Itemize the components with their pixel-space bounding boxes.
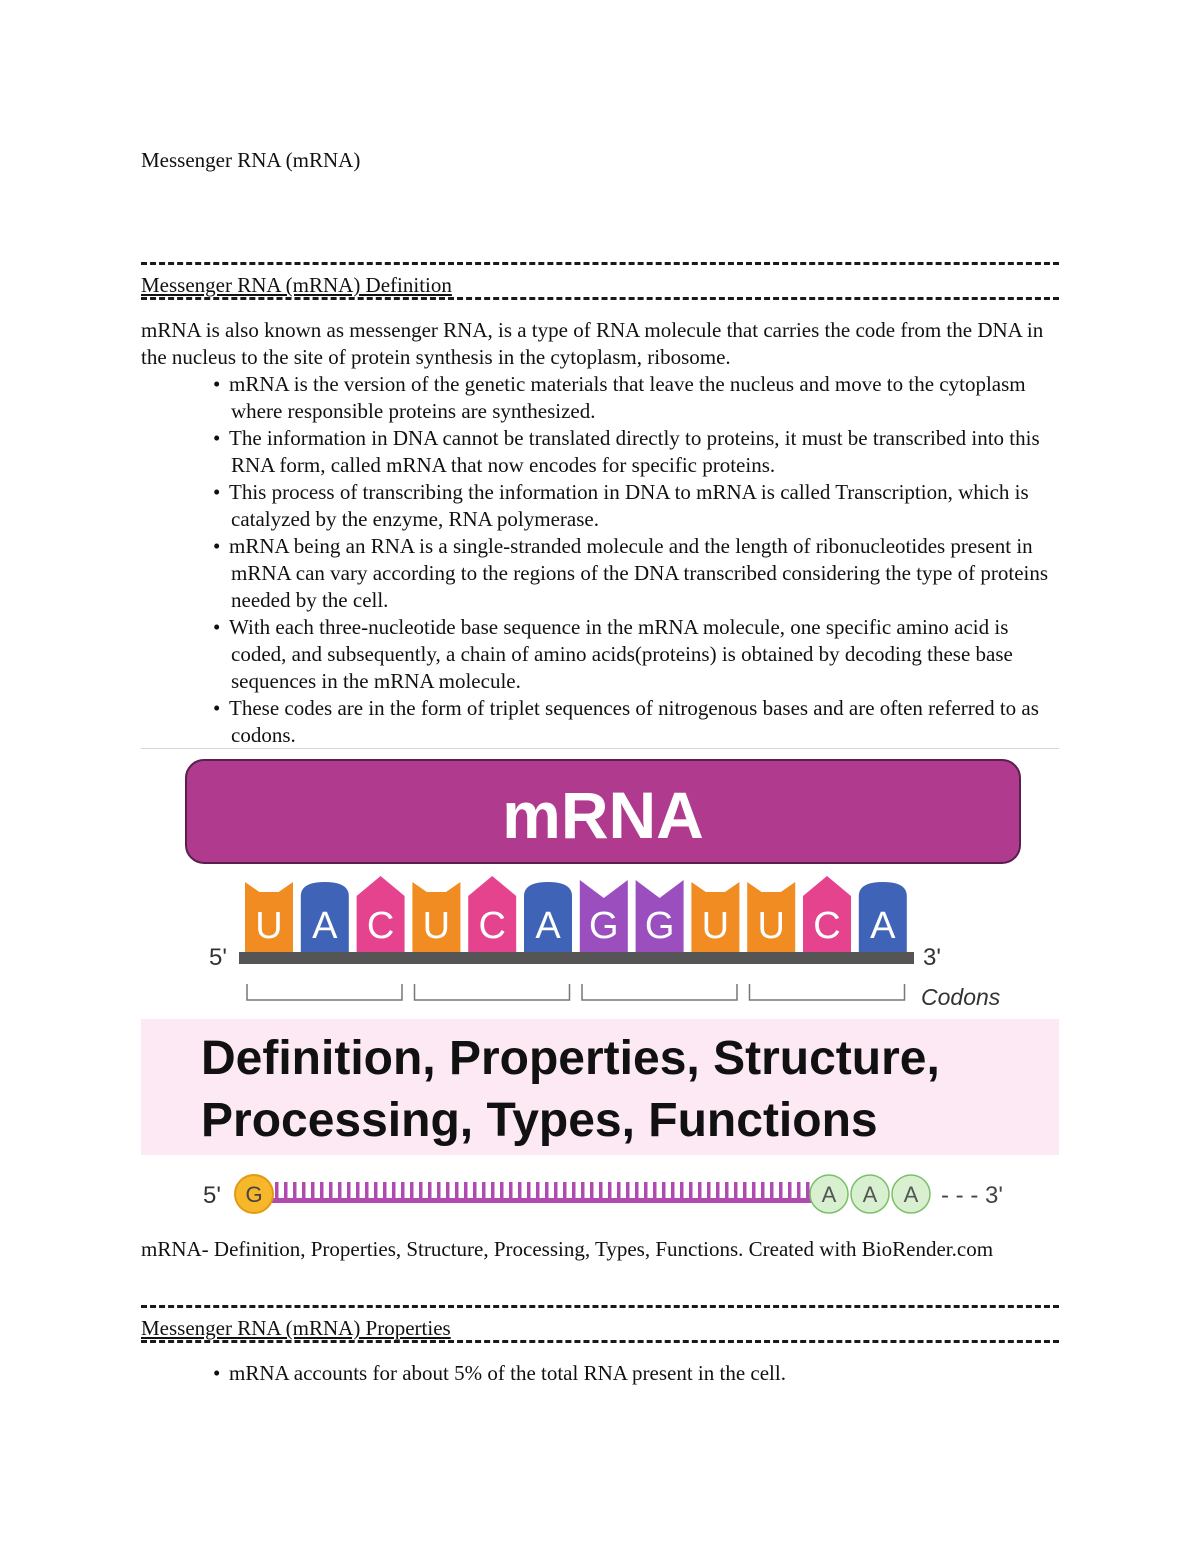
comb-tooth bbox=[743, 1182, 747, 1199]
comb-tooth bbox=[338, 1182, 342, 1199]
comb-tooth bbox=[293, 1182, 297, 1199]
codon-bracket bbox=[750, 984, 905, 1000]
comb-tooth bbox=[446, 1182, 450, 1199]
comb-tooth bbox=[608, 1182, 612, 1199]
base-letter: C bbox=[366, 905, 395, 947]
comb-tooth bbox=[671, 1182, 675, 1199]
five-prime-label: 5' bbox=[209, 944, 227, 971]
comb-tooth bbox=[464, 1182, 468, 1199]
tail-letter: A bbox=[821, 1182, 837, 1207]
comb-tooth bbox=[374, 1182, 378, 1199]
figure-top-line bbox=[141, 748, 1059, 749]
comb-tooth bbox=[473, 1182, 477, 1199]
comb-tooth bbox=[365, 1182, 369, 1199]
tail-letter: A bbox=[862, 1182, 878, 1207]
comb-tooth bbox=[347, 1182, 351, 1199]
comb-tooth bbox=[707, 1182, 711, 1199]
comb-tooth bbox=[725, 1182, 729, 1199]
section-divider bbox=[141, 297, 1059, 300]
comb-tooth bbox=[590, 1182, 594, 1199]
comb-tooth bbox=[644, 1182, 648, 1199]
base-letter: A bbox=[870, 905, 896, 947]
five-prime-label-bottom: 5' bbox=[203, 1182, 221, 1209]
comb-tooth bbox=[509, 1182, 513, 1199]
comb-tooth bbox=[329, 1182, 333, 1199]
list-item: • mRNA accounts for about 5% of the total RNA present in the cell. bbox=[195, 1360, 1059, 1387]
comb-tooth bbox=[626, 1182, 630, 1199]
three-prime-label: 3' bbox=[923, 944, 941, 971]
section-divider bbox=[141, 262, 1059, 265]
comb-tooth bbox=[428, 1182, 432, 1199]
comb-tooth bbox=[545, 1182, 549, 1199]
list-item: • With each three-nucleotide base sequence in the mRNA molecule, one specific amino acid is coded, and subsequently, a chain of amino acids(proteins) is obtained by decoding these base sequences in the mRNA molecule. bbox=[195, 614, 1059, 695]
banner-title: mRNA bbox=[502, 778, 704, 852]
comb-tooth bbox=[437, 1182, 441, 1199]
base-letter: A bbox=[312, 905, 338, 947]
tail-end-label: - - - 3' bbox=[941, 1182, 1003, 1209]
cap-label: G bbox=[245, 1182, 263, 1207]
comb-tooth bbox=[419, 1182, 423, 1199]
base-letter: U bbox=[701, 905, 730, 947]
section-divider bbox=[141, 1305, 1059, 1308]
comb-tooth bbox=[482, 1182, 486, 1199]
list-item: • mRNA being an RNA is a single-stranded molecule and the length of ribonucleotides present in mRNA can vary according to the regions of the DNA transcribed considering the type of proteins needed by the cell. bbox=[195, 533, 1059, 614]
comb-tooth bbox=[680, 1182, 684, 1199]
comb-tooth bbox=[392, 1182, 396, 1199]
list-item: • mRNA is the version of the genetic materials that leave the nucleus and move to the cytoplasm where responsible proteins are synthesized. bbox=[195, 371, 1059, 425]
codons-label: Codons bbox=[921, 984, 1001, 1010]
list-item: • This process of transcribing the information in DNA to mRNA is called Transcription, which is catalyzed by the enzyme, RNA polymerase. bbox=[195, 479, 1059, 533]
nucleotide-bases bbox=[245, 876, 907, 952]
comb-tooth bbox=[662, 1182, 666, 1199]
comb-tooth bbox=[410, 1182, 414, 1199]
section-divider bbox=[141, 1340, 1059, 1343]
base-letter: G bbox=[644, 905, 675, 947]
codon-bracket bbox=[247, 984, 402, 1000]
comb-tooth bbox=[302, 1182, 306, 1199]
properties-heading: Messenger RNA (mRNA) Properties bbox=[141, 1316, 451, 1340]
comb-tooth bbox=[536, 1182, 540, 1199]
tail-letter: A bbox=[903, 1182, 919, 1207]
comb-tooth bbox=[527, 1182, 531, 1199]
rna-strand bbox=[239, 952, 914, 964]
base-letter: A bbox=[535, 905, 561, 947]
definition-intro: mRNA is also known as messenger RNA, is a type of RNA molecule that carries the code from the DNA in the nucleus to the site of protein synthesis in the cytoplasm, ribosome. bbox=[141, 318, 1044, 369]
comb-tooth bbox=[284, 1182, 288, 1199]
comb-tooth bbox=[734, 1182, 738, 1199]
base-letter: G bbox=[589, 905, 619, 947]
figure-caption: mRNA- Definition, Properties, Structure, Processing, Types, Functions. Created with BioRender.com bbox=[141, 1237, 994, 1261]
comb-tooth bbox=[500, 1182, 504, 1199]
comb-tooth bbox=[806, 1182, 810, 1199]
definition-bullet-list bbox=[195, 371, 1059, 749]
comb-tooth bbox=[761, 1182, 765, 1199]
comb-tooth bbox=[599, 1182, 603, 1199]
codon-bracket bbox=[415, 984, 570, 1000]
subtitle-line-1: Definition, Properties, Structure, bbox=[201, 1032, 940, 1085]
comb-tooth bbox=[455, 1182, 459, 1199]
comb-tooth bbox=[518, 1182, 522, 1199]
document-title: Messenger RNA (mRNA) bbox=[141, 148, 361, 172]
base-letter: C bbox=[813, 905, 841, 947]
comb-tooth bbox=[788, 1182, 792, 1199]
comb-tooth bbox=[320, 1182, 324, 1199]
codon-brackets bbox=[247, 984, 905, 1000]
definition-heading: Messenger RNA (mRNA) Definition bbox=[141, 273, 452, 297]
base-letter: U bbox=[422, 905, 451, 947]
base-letter: C bbox=[478, 905, 506, 947]
comb-tooth bbox=[770, 1182, 774, 1199]
codon-bracket bbox=[582, 984, 737, 1000]
comb-tooth bbox=[383, 1182, 387, 1199]
base-letter: U bbox=[255, 905, 283, 947]
comb-tooth bbox=[356, 1182, 360, 1199]
comb-tooth bbox=[311, 1182, 315, 1199]
comb-tooth bbox=[563, 1182, 567, 1199]
properties-bullet-list bbox=[195, 1360, 1059, 1387]
comb-tooth bbox=[635, 1182, 639, 1199]
comb-tooth bbox=[554, 1182, 558, 1199]
list-item: • These codes are in the form of triplet sequences of nitrogenous bases and are often referred to as codons. bbox=[195, 695, 1059, 749]
poly-strand-comb bbox=[271, 1182, 816, 1203]
comb-tooth bbox=[617, 1182, 621, 1199]
subtitle-line-2: Processing, Types, Functions bbox=[201, 1094, 878, 1147]
comb-tooth bbox=[572, 1182, 576, 1199]
comb-tooth bbox=[401, 1182, 405, 1199]
comb-tooth bbox=[716, 1182, 720, 1199]
comb-tooth bbox=[275, 1182, 279, 1199]
comb-tooth bbox=[689, 1182, 693, 1199]
comb-tooth bbox=[491, 1182, 495, 1199]
comb-tooth bbox=[698, 1182, 702, 1199]
comb-tooth bbox=[779, 1182, 783, 1199]
base-letter: U bbox=[757, 905, 785, 947]
comb-tooth bbox=[653, 1182, 657, 1199]
mrna-figure bbox=[141, 752, 1059, 1222]
poly-a-tail bbox=[810, 1175, 930, 1213]
comb-tooth bbox=[581, 1182, 585, 1199]
comb-tooth bbox=[797, 1182, 801, 1199]
comb-tooth bbox=[752, 1182, 756, 1199]
list-item: • The information in DNA cannot be translated directly to proteins, it must be transcribed into this RNA form, called mRNA that now encodes for specific proteins. bbox=[195, 425, 1059, 479]
